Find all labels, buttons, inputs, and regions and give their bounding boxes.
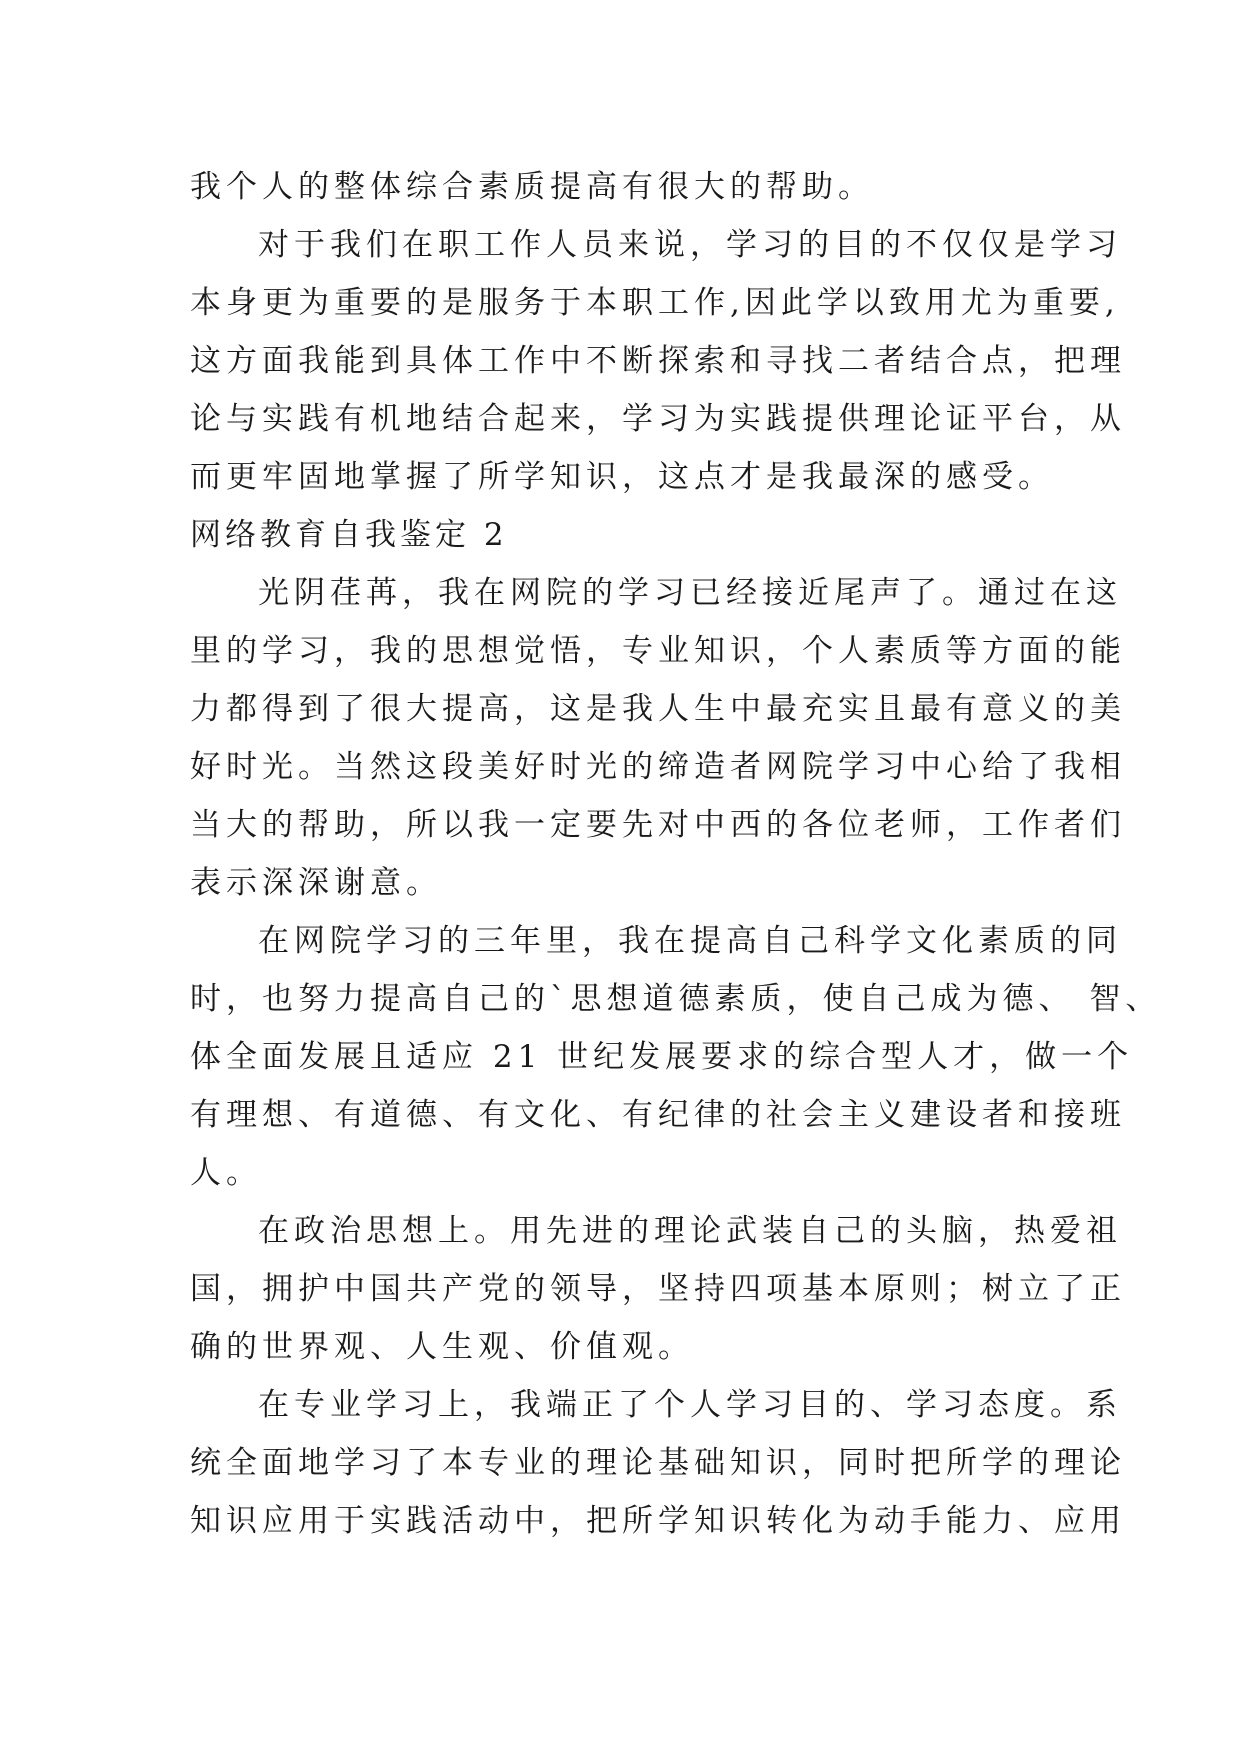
paragraph-line: 而更牢固地掌握了所学知识，这点才是我最深的感受。: [190, 459, 1054, 495]
paragraph-line: 力都得到了很大提高，这是我人生中最充实且最有意义的美: [190, 691, 1126, 727]
paragraph-line: 光阴荏苒，我在网院的学习已经接近尾声了。通过在这: [258, 575, 1122, 611]
paragraph-line: 对于我们在职工作人员来说，学习的目的不仅仅是学习: [258, 227, 1122, 263]
paragraph-line: 在政治思想上。用先进的理论武装自己的头脑，热爱祖: [258, 1213, 1122, 1249]
paragraph-line: 论与实践有机地结合起来，学习为实践提供理论证平台，从: [190, 401, 1126, 437]
paragraph-line: 时，也努力提高自己的`思想道德素质，使自己成为德、 智、: [190, 981, 1162, 1017]
paragraph-line: 里的学习，我的思想觉悟，专业知识，个人素质等方面的能: [190, 633, 1126, 669]
paragraph-line: 体全面发展且适应 21 世纪发展要求的综合型人才，做一个: [190, 1039, 1134, 1075]
document-body: [190, 158, 1162, 1550]
paragraph-line: 我个人的整体综合素质提高有很大的帮助。: [190, 169, 874, 205]
paragraph-line: 确的世界观、人生观、价值观。: [190, 1329, 694, 1365]
paragraph-line: 好时光。当然这段美好时光的缔造者网院学习中心给了我相: [190, 749, 1126, 785]
paragraph-line: 表示深深谢意。: [190, 865, 442, 901]
paragraph-line: 有理想、有道德、有文化、有纪律的社会主义建设者和接班: [190, 1097, 1126, 1133]
paragraph-line: 本身更为重要的是服务于本职工作,因此学以致用尤为重要,: [190, 285, 1120, 321]
paragraph-line: 国，拥护中国共产党的领导，坚持四项基本原则；树立了正: [190, 1271, 1126, 1307]
paragraph-line: 当大的帮助，所以我一定要先对中西的各位老师，工作者们: [190, 807, 1126, 843]
paragraph-line: 这方面我能到具体工作中不断探索和寻找二者结合点，把理: [190, 343, 1126, 379]
paragraph-line: 在网院学习的三年里，我在提高自己科学文化素质的同: [258, 923, 1122, 959]
paragraph-line: 在专业学习上，我端正了个人学习目的、学习态度。系: [258, 1387, 1122, 1423]
paragraph-line: 人。: [190, 1155, 262, 1191]
paragraph-line: 统全面地学习了本专业的理论基础知识，同时把所学的理论: [190, 1445, 1126, 1481]
paragraph-line: 知识应用于实践活动中，把所学知识转化为动手能力、应用: [190, 1503, 1126, 1539]
section-heading: 网络教育自我鉴定 2: [190, 517, 508, 553]
